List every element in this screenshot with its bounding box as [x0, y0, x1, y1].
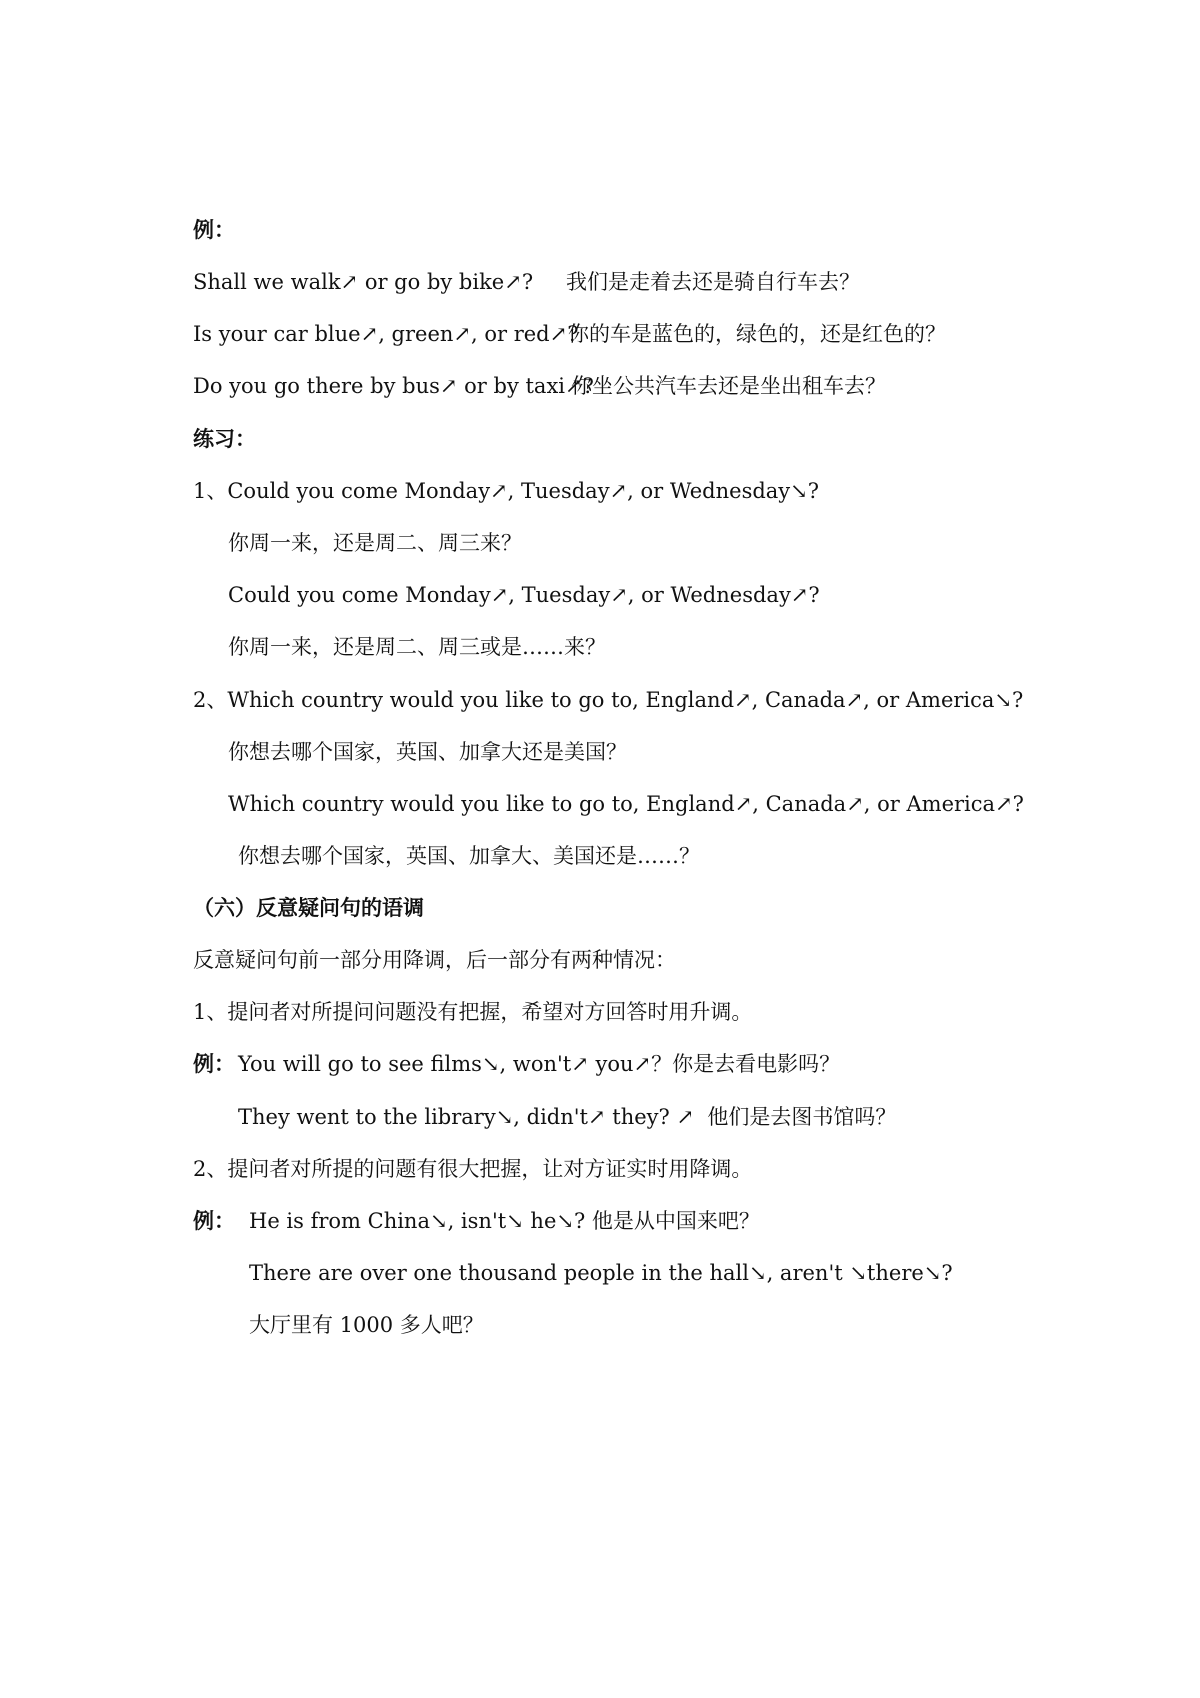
practice-item: Which country would you like to go to, England↗, Canada↗, or America↗? [228, 792, 1024, 816]
example-label: 例： [193, 1051, 235, 1076]
practice-translation: 你想去哪个国家，英国、加拿大、美国还是……？ [238, 844, 700, 868]
practice-translation: 你周一来，还是周二、周三或是……来？ [228, 635, 606, 659]
example-sentence-en: Do you go there by bus↗ or by taxi↗? [193, 374, 594, 398]
practice-item: Could you come Monday↗, Tuesday↗, or Wednesday↗? [228, 583, 820, 607]
practice-label: 练习： [193, 426, 256, 451]
rule-1-example: You will go to see films↘, won't↗ you↗？你是去看电影吗？ [238, 1052, 841, 1076]
rule-1: 1、提问者对所提问问题没有把握，希望对方回答时用升调。 [193, 1000, 753, 1024]
rule-1-example: They went to the library↘, didn't↗ they? ↗ 他们是去图书馆吗？ [238, 1105, 897, 1129]
example-sentence-zh: 你的车是蓝色的，绿色的，还是红色的？ [568, 322, 946, 346]
section-intro: 反意疑问句前一部分用降调，后一部分有两种情况： [193, 948, 676, 972]
rule-2-example: 大厅里有 1000 多人吧？ [249, 1313, 484, 1337]
practice-translation: 你想去哪个国家，英国、加拿大还是美国？ [228, 740, 627, 764]
practice-item: 1、Could you come Monday↗, Tuesday↗, or Wednesday↘? [193, 479, 820, 503]
practice-translation: 你周一来，还是周二、周三来？ [228, 531, 522, 555]
example-sentence-zh: 我们是走着去还是骑自行车去？ [566, 270, 860, 294]
practice-item: 2、Which country would you like to go to, England↗, Canada↗, or America↘? [193, 688, 1024, 712]
example-sentence-en: Shall we walk↗ or go by bike↗? [193, 270, 534, 294]
rule-2-example: There are over one thousand people in the hall↘, aren't ↘there↘? [249, 1261, 953, 1285]
example-label: 例： [193, 1208, 235, 1233]
section-heading: （六）反意疑问句的语调 [193, 895, 424, 920]
example-label: 例： [193, 217, 235, 242]
rule-2-example: He is from China↘, isn't↘ he↘? 他是从中国来吧？ [249, 1209, 760, 1233]
example-sentence-en: Is your car blue↗, green↗, or red↗? [193, 322, 579, 346]
example-sentence-zh: 你坐公共汽车去还是坐出租车去？ [571, 374, 886, 398]
rule-2: 2、提问者对所提的问题有很大把握，让对方证实时用降调。 [193, 1157, 753, 1181]
